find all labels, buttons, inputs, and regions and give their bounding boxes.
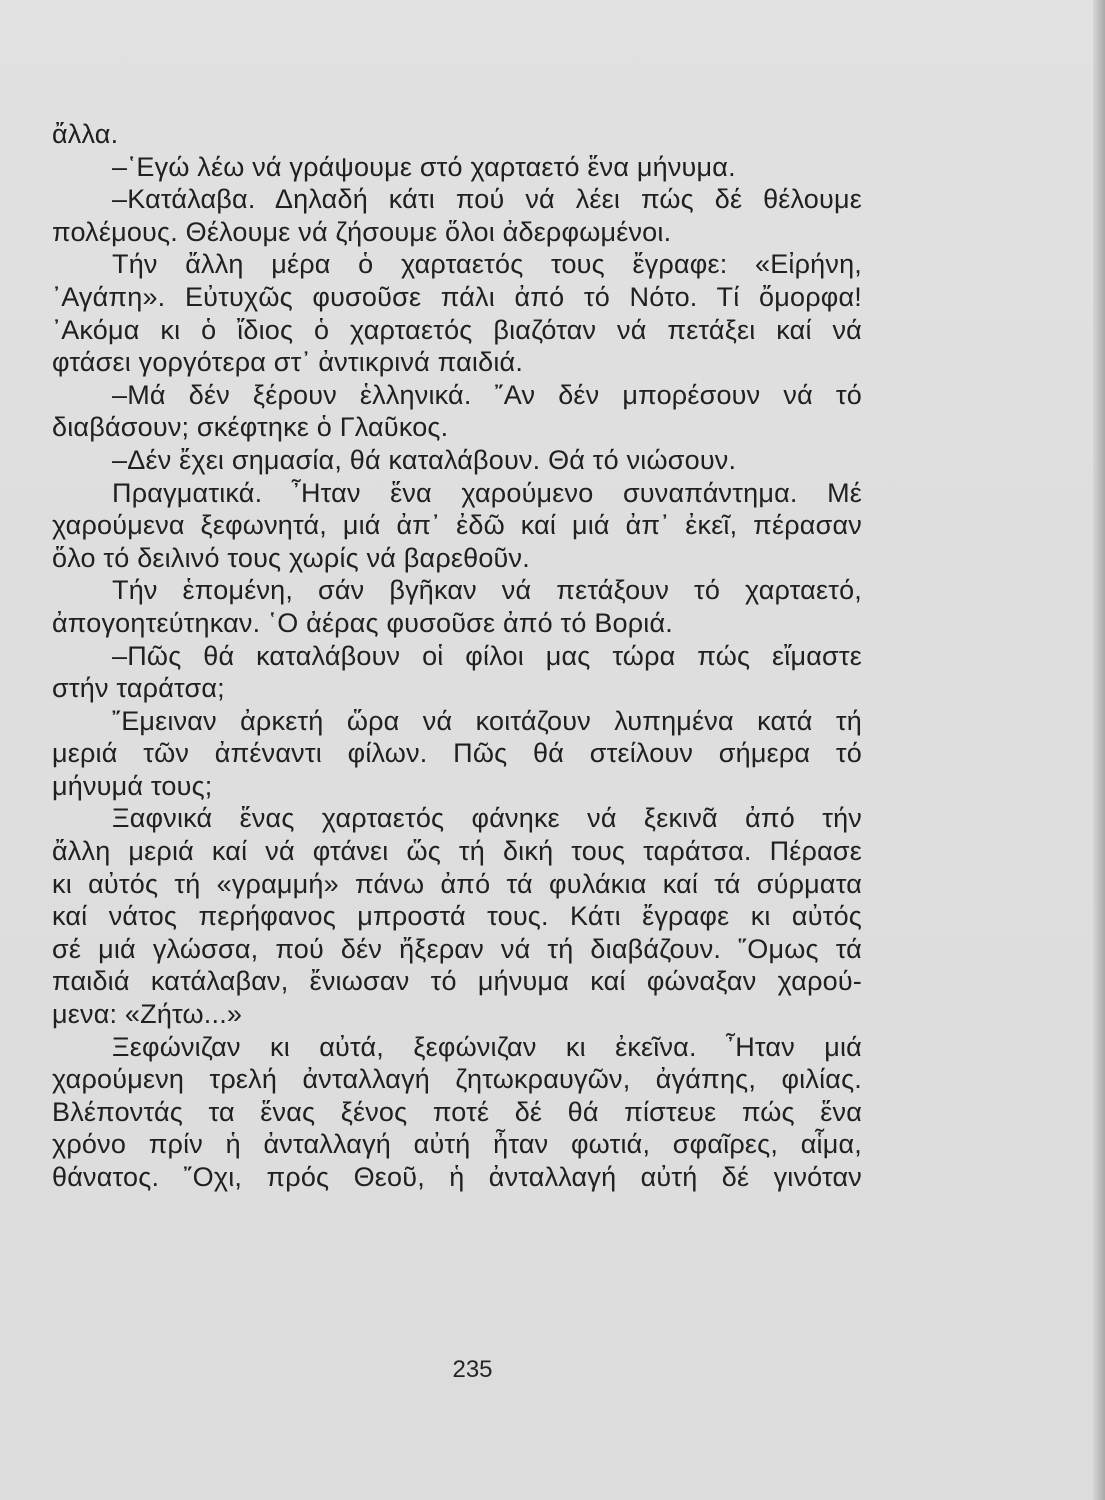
text-line: –῾Εγώ λέω νά γράψουμε στό χαρταετό ἕνα μήνυμα. xyxy=(112,151,736,182)
text-line: –Μά δέν ξέρουν ἑλληνικά. ῎Αν δέν μπορέσουν νά τό xyxy=(112,379,862,410)
text-line: ᾿Αγάπη». Εὐτυχῶς φυσοῦσε πάλι ἀπό τό Νότο. Τί ὄμορφα! xyxy=(52,281,862,312)
text-line: Ξαφνικά ἕνας χαρταετός φάνηκε νά ξεκινᾶ ἀπό τήν xyxy=(112,803,862,834)
text-line: μήνυμά τους; xyxy=(52,770,213,801)
text-line: ἀπογοητεύτηκαν. ῾Ο ἀέρας φυσοῦσε ἀπό τό Βοριά. xyxy=(52,607,674,638)
text-line: σέ μιά γλώσσα, πού δέν ἤξεραν νά τή διαβάζουν. ῞Ομως τά xyxy=(52,933,862,964)
text-line: φτάσει γοργότερα στ᾿ ἀντικρινά παιδιά. xyxy=(52,347,524,378)
text-line: χρόνο πρίν ἡ ἀνταλλαγή αὐτή ἦταν φωτιά, σφαῖρες, αἷμα, xyxy=(52,1129,862,1160)
body-text xyxy=(52,118,862,1194)
text-line: ἄλλη μεριά καί νά φτάνει ὥς τή δική τους ταράτσα. Πέρασε xyxy=(52,836,862,867)
text-line: Τήν ἄλλη μέρα ὁ χαρταετός τους ἔγραφε: «Εἰρήνη, xyxy=(112,249,862,280)
page-edge-shadow xyxy=(1093,0,1105,1500)
text-line: Πραγματικά. ῏Ηταν ἕνα χαρούμενο συναπάντημα. Μέ xyxy=(112,477,862,508)
text-line: κι αὐτός τή «γραμμή» πάνω ἀπό τά φυλάκια καί τά σύρματα xyxy=(52,868,862,899)
text-line: στήν ταράτσα; xyxy=(52,673,225,704)
text-line: –Δέν ἔχει σημασία, θά καταλάβουν. Θά τό νιώσουν. xyxy=(112,444,737,475)
text-line: –Κατάλαβα. Δηλαδή κάτι πού νά λέει πώς δέ θέλουμε xyxy=(112,184,862,215)
text-line: ἄλλα. xyxy=(52,119,119,149)
text-line: πολέμους. Θέλουμε νά ζήσουμε ὅλοι ἀδερφωμένοι. xyxy=(52,216,672,247)
text-line: Ξεφώνιζαν κι αὐτά, ξεφώνιζαν κι ἐκεῖνα. ῏Ηταν μιά xyxy=(112,1031,862,1062)
text-line: διαβάσουν; σκέφτηκε ὁ Γλαῦκος. xyxy=(52,412,449,443)
text-line: χαρούμενη τρελή ἀνταλλαγή ζητωκραυγῶν, ἀγάπης, φιλίας. xyxy=(52,1064,862,1095)
page-number: 235 xyxy=(452,1356,493,1383)
text-line: –Πῶς θά καταλάβουν οἱ φίλοι μας τώρα πώς εἴμαστε xyxy=(112,640,862,671)
text-line: ὅλο τό δειλινό τους χωρίς νά βαρεθοῦν. xyxy=(52,542,530,573)
text-line: θάνατος. ῎Οχι, πρός Θεοῦ, ἡ ἀνταλλαγή αὐτή δέ γινόταν xyxy=(52,1162,862,1192)
text-line: χαρούμενα ξεφωνητά, μιά ἀπ᾿ ἐδῶ καί μιά ἀπ᾿ ἐκεῖ, πέρασαν xyxy=(52,510,862,541)
text-line: μεριά τῶν ἀπέναντι φίλων. Πῶς θά στείλουν σήμερα τό xyxy=(52,738,862,769)
text-line: παιδιά κατάλαβαν, ἔνιωσαν τό μήνυμα καί φώναξαν χαρού- xyxy=(52,966,862,997)
text-line: ῎Εμειναν ἀρκετή ὥρα νά κοιτάζουν λυπημένα κατά τή xyxy=(112,705,862,736)
text-line: μενα: «Ζήτω...» xyxy=(52,999,243,1030)
text-line: ᾿Ακόμα κι ὁ ἴδιος ὁ χαρταετός βιαζόταν νά πετάξει καί νά xyxy=(52,314,862,345)
text-line: Τήν ἑπομένη, σάν βγῆκαν νά πετάξουν τό χαρταετό, xyxy=(112,575,862,606)
text-line: Βλέποντάς τα ἕνας ξένος ποτέ δέ θά πίστευε πώς ἕνα xyxy=(52,1096,862,1127)
text-line: καί νάτος περήφανος μπροστά τους. Κάτι ἔγραφε κι αὐτός xyxy=(52,901,862,932)
